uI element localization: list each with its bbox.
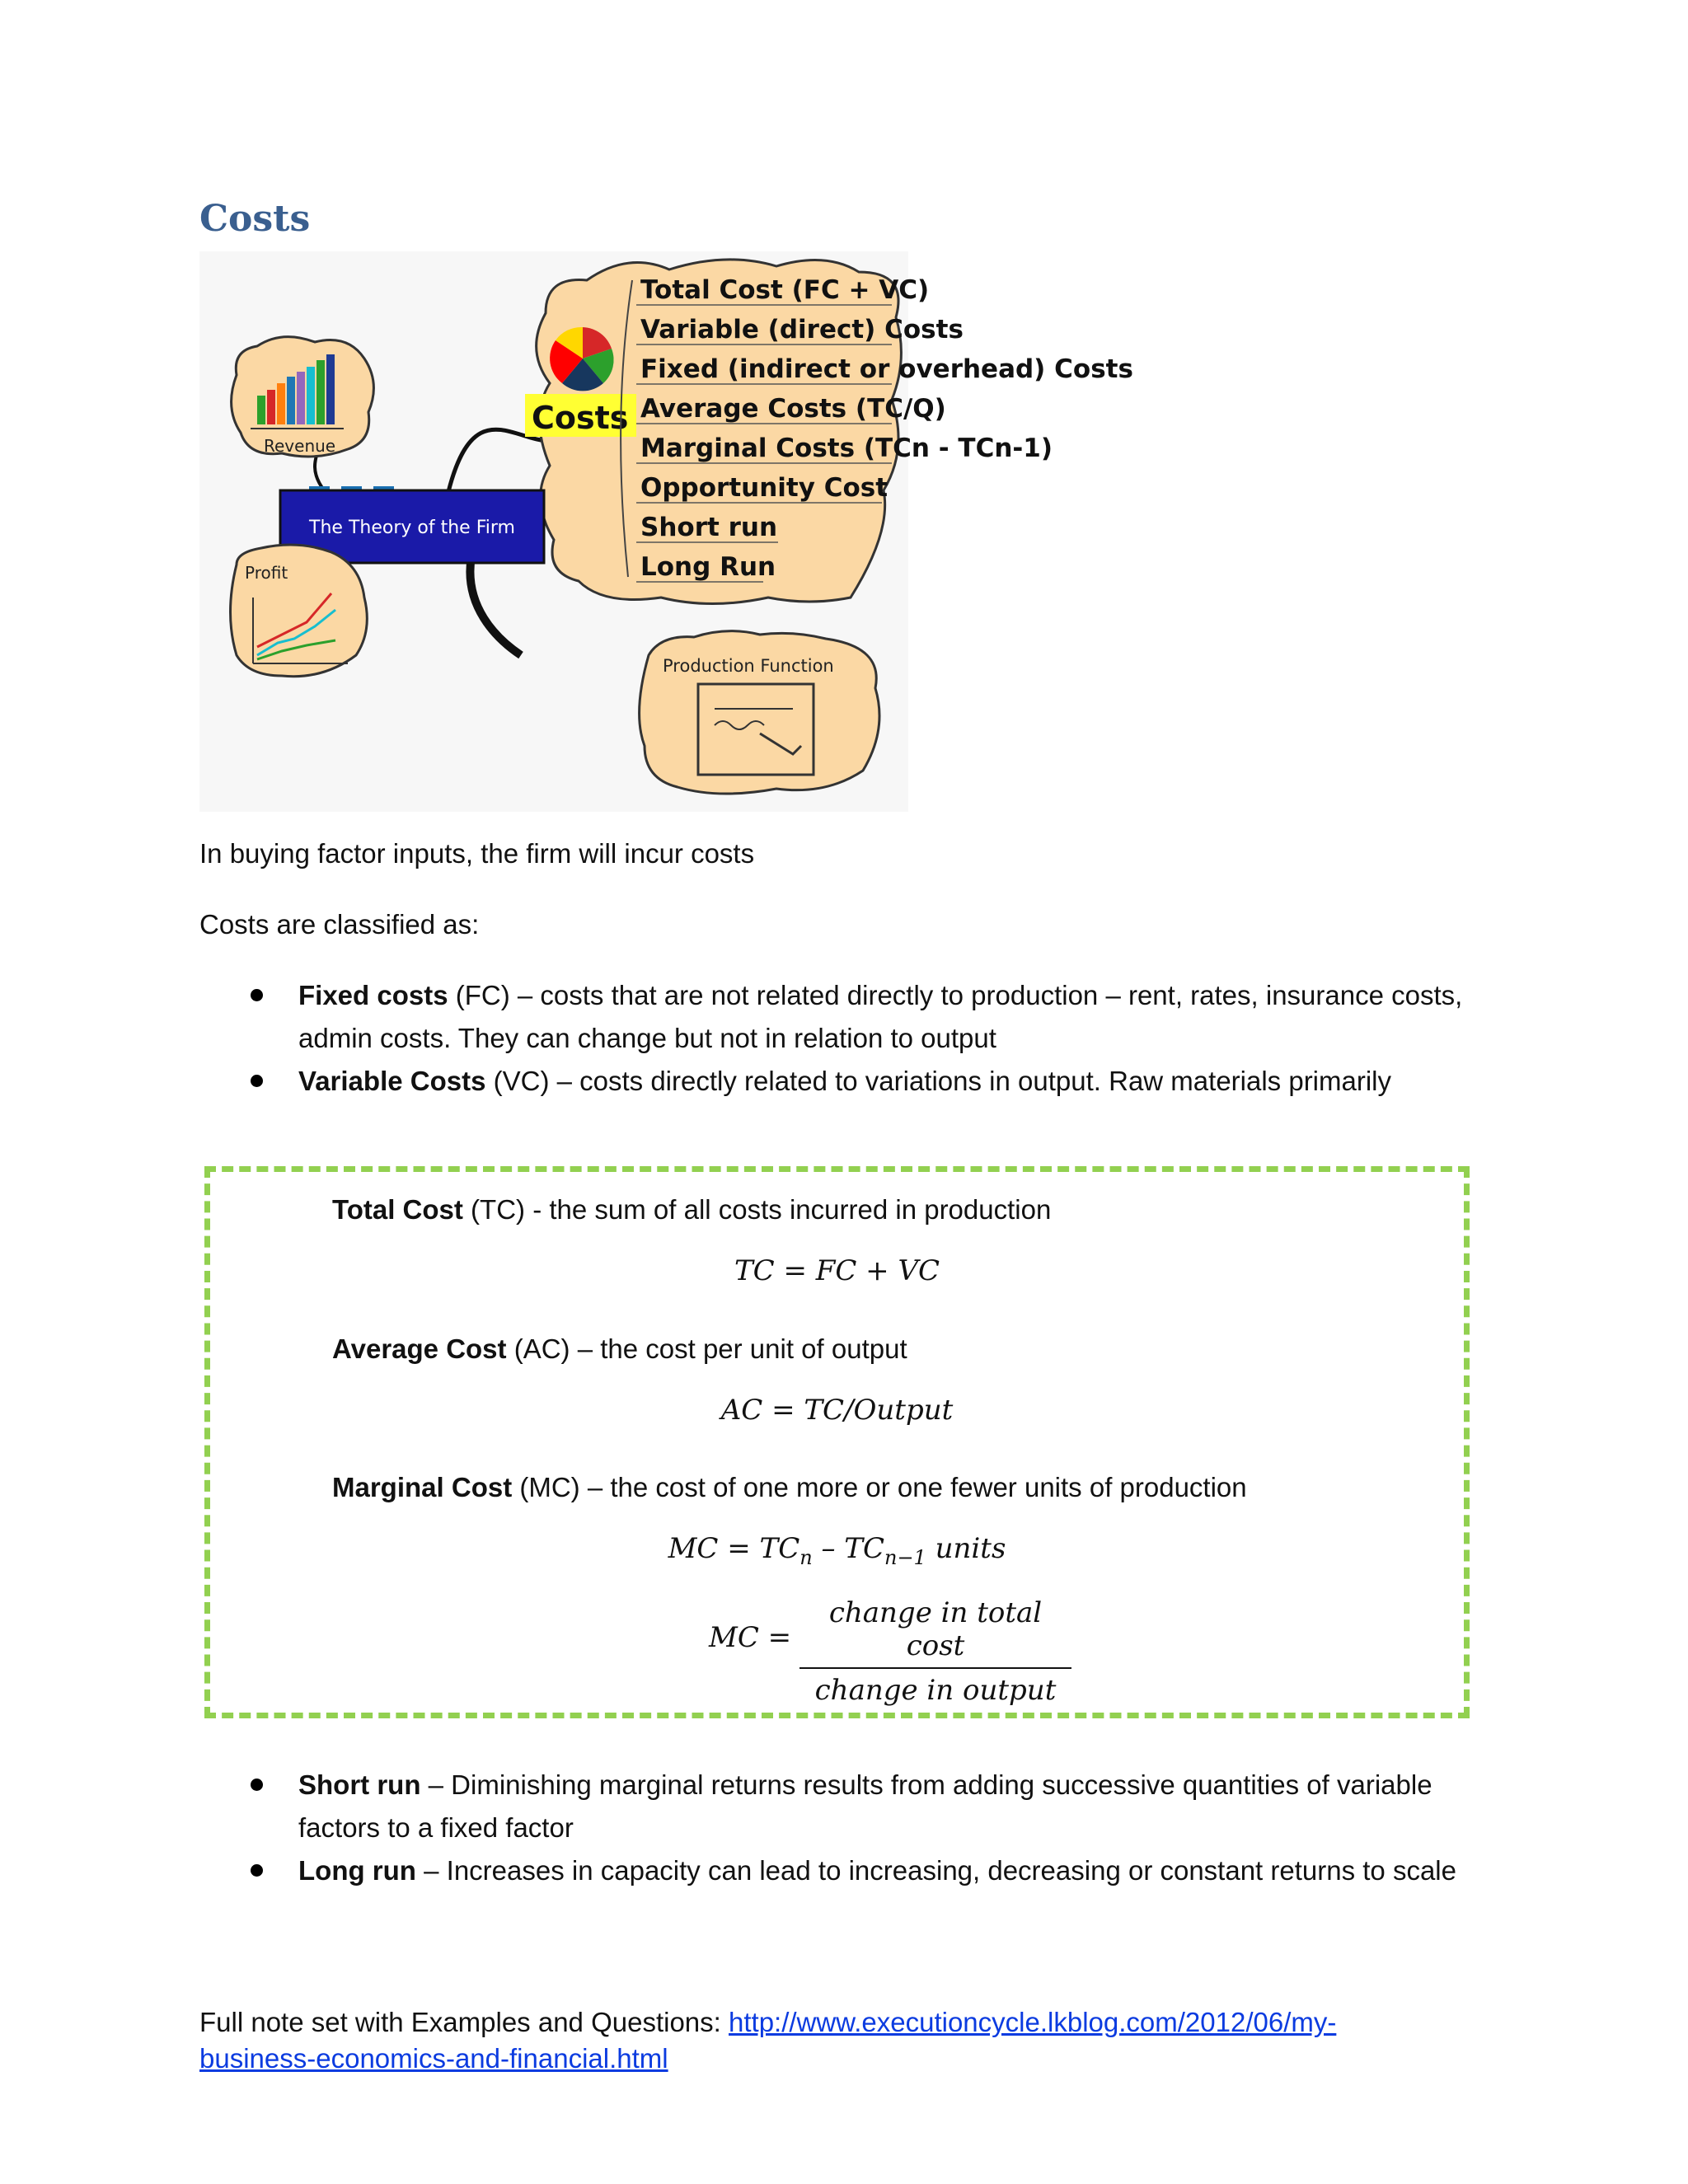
mc-fraction-lhs: MC = [709,1621,792,1654]
bullet-text: – Increases in capacity can lead to increasing, decreasing or constant returns to scale [415,1855,1456,1886]
bullet-icon [251,1779,263,1791]
mc-sub-n: n [799,1545,813,1569]
footer-prefix: Full note set with Examples and Questions: [199,2007,729,2037]
list-item [199,1764,1485,1849]
cost-item: Total Cost (FC + VC) [640,275,930,305]
cost-item: Short run [640,513,778,542]
marginal-cost-fraction-formula [210,1596,1464,1707]
bullet-term: Long run [298,1855,416,1886]
center-label: The Theory of the Firm [309,518,515,538]
marginal-cost-term: Marginal Cost [332,1472,513,1502]
cost-item: Average Costs (TC/Q) [640,394,946,424]
theory-of-firm-mindmap [199,251,1133,812]
bullet-text-continued: factors to a fixed factor [298,1812,574,1843]
average-cost-formula: AC = TC/Output [720,1394,954,1427]
page-title: Costs [199,198,311,240]
profit-label: Profit [245,563,288,583]
mc-units: units [926,1532,1006,1565]
bullet-text: (VC) – costs directly related to variations in output. Raw materials primarily [485,1066,1392,1096]
mc-denominator: change in output [814,1674,1057,1707]
cost-item: Long Run [640,552,776,582]
bullet-text: (FC) – costs that are not related directly to production – rent, rates, insurance costs, [448,980,1463,1010]
mc-fraction [799,1596,1071,1707]
bullet-term: Fixed costs [298,980,448,1010]
bullet-text: – Diminishing marginal returns results from adding successive quantities of variable [420,1769,1432,1800]
costs-label: Costs [532,400,629,436]
average-cost-definition [332,1328,907,1371]
mc-minus: – TC [812,1532,884,1565]
formula-box [204,1166,1470,1718]
cost-item: Fixed (indirect or overhead) Costs [640,354,1133,384]
cost-item: Marginal Costs (TCn - TCn-1) [640,434,1053,463]
cost-item: Opportunity Cost [640,473,889,503]
revenue-label: Revenue [264,436,336,456]
bullet-icon [251,989,263,1001]
notes-link-line2[interactable]: business-economics-and-financial.html [199,2043,668,2074]
bullet-icon [251,1864,263,1877]
mc-formula-lhs: MC = TC [668,1532,800,1565]
total-cost-desc: (TC) - the sum of all costs incurred in production [462,1194,1052,1225]
mc-sub-n1: n−1 [884,1545,926,1569]
bullet-term: Short run [298,1769,421,1800]
total-cost-definition [332,1188,1051,1231]
cost-item: Variable (direct) Costs [640,315,964,344]
list-item [199,1060,1485,1103]
runs-list [199,1764,1485,1892]
classified-paragraph: Costs are classified as: [199,909,480,940]
marginal-cost-desc: (MC) – the cost of one more or one fewer units of production [512,1472,1247,1502]
production-label: Production Function [663,656,834,676]
bullet-text-continued: admin costs. They can change but not in relation to output [298,1023,996,1053]
cost-types-list [199,974,1485,1103]
list-item [199,974,1485,1060]
list-item [199,1849,1485,1892]
total-cost-formula: TC = FC + VC [734,1254,940,1287]
total-cost-term: Total Cost [332,1194,463,1225]
clipboard-icon [698,684,814,775]
marginal-cost-formula [210,1532,1464,1569]
bullet-term: Variable Costs [298,1066,486,1096]
intro-paragraph: In buying factor inputs, the firm will incur costs [199,838,755,869]
notes-link-line1[interactable]: http://www.executioncycle.lkblog.com/2012/06/my- [729,2007,1337,2037]
mc-numerator: change in total cost [799,1596,1071,1669]
bullet-icon [251,1075,263,1087]
marginal-cost-definition [332,1466,1247,1509]
average-cost-desc: (AC) – the cost per unit of output [506,1333,907,1364]
footer-note [199,2004,1485,2077]
average-cost-term: Average Cost [332,1333,507,1364]
